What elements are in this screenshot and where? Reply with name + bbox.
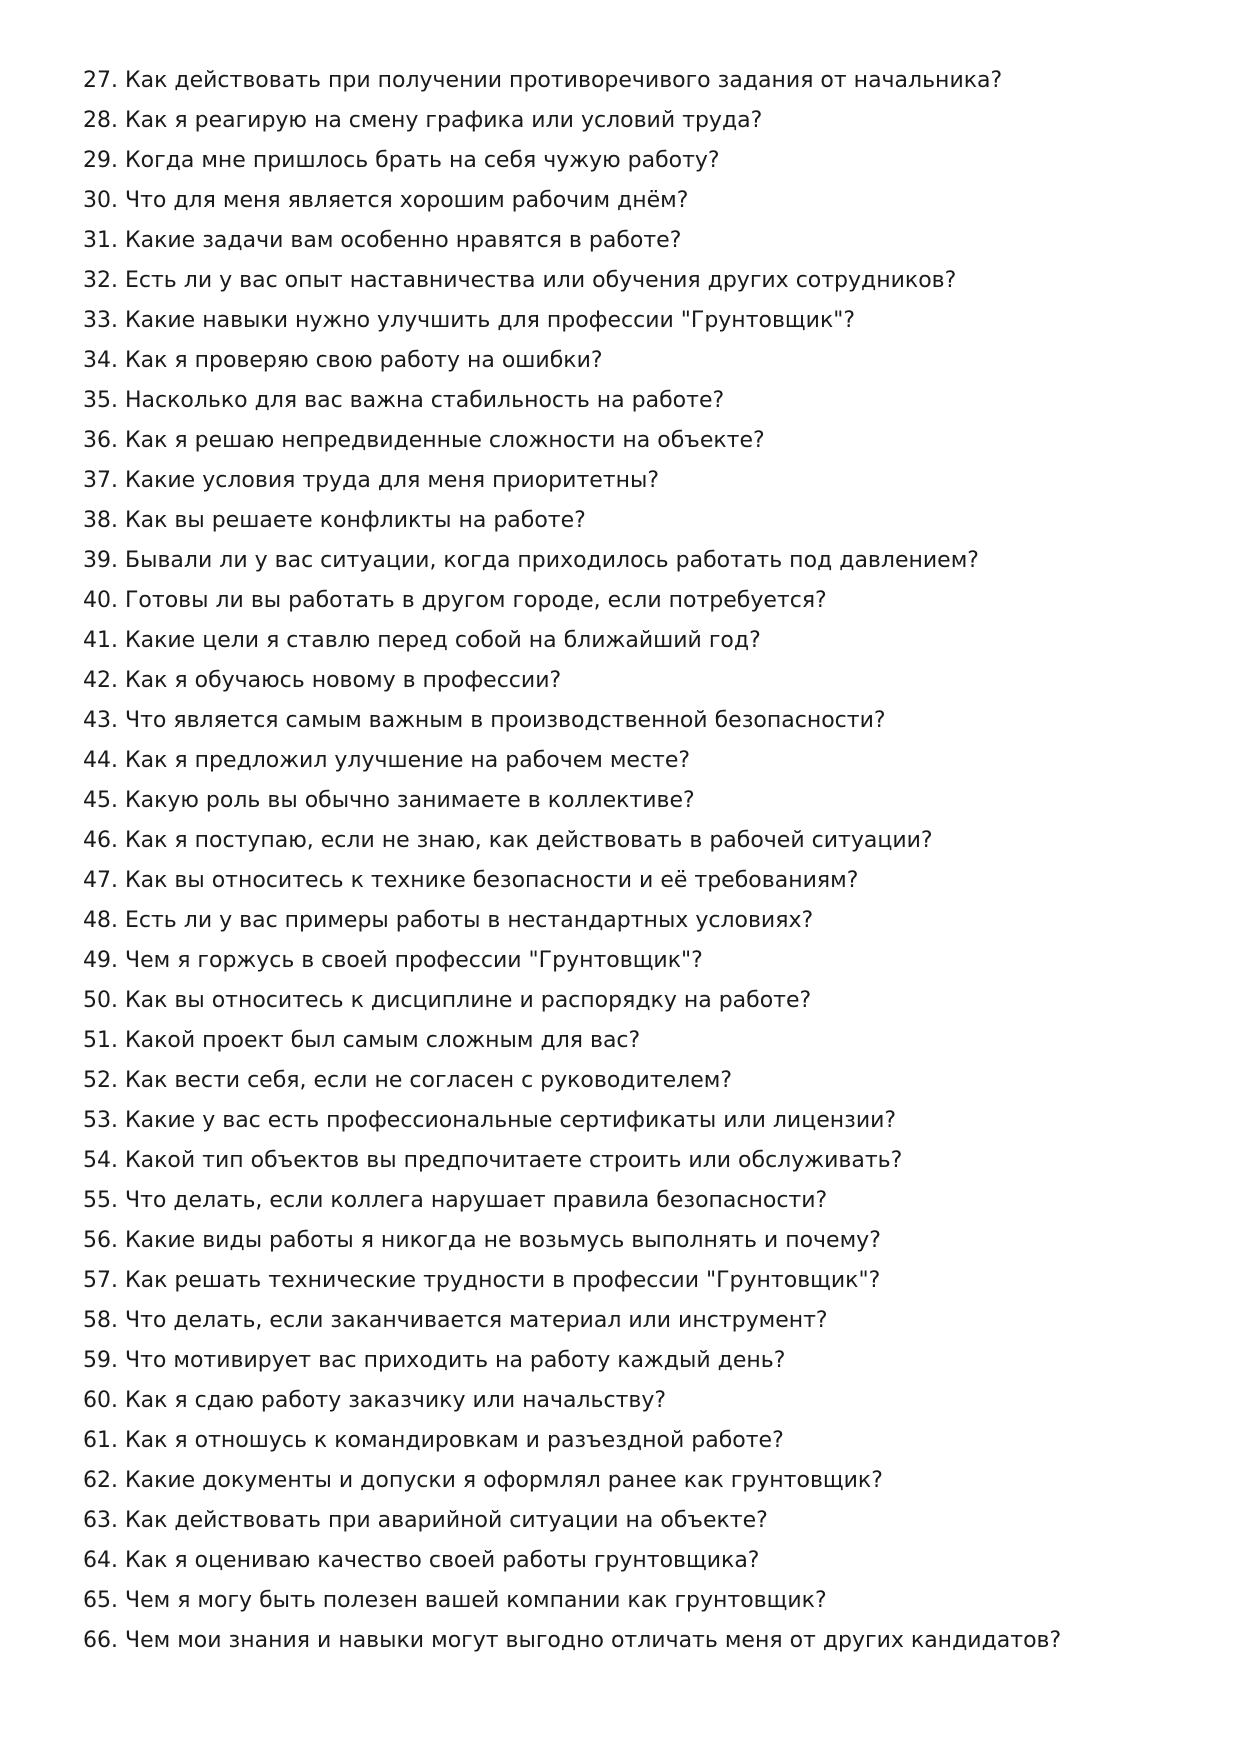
question-number: 49. <box>83 948 118 973</box>
question-text: Как действовать при получении противоречивого задания от начальника? <box>125 68 1003 93</box>
question-text: Какие виды работы я никогда не возьмусь выполнять и почему? <box>125 1228 881 1253</box>
question-number: 55. <box>83 1188 118 1213</box>
question-text: Какую роль вы обычно занимаете в коллективе? <box>125 788 695 813</box>
question-number: 33. <box>83 308 118 333</box>
question-number: 36. <box>83 428 118 453</box>
question-text: Чем я могу быть полезен вашей компании как грунтовщик? <box>125 1588 827 1613</box>
question-text: Есть ли у вас примеры работы в нестандартных условиях? <box>125 908 814 933</box>
question-text: Бывали ли у вас ситуации, когда приходилось работать под давлением? <box>125 548 979 573</box>
question-item <box>83 901 1183 941</box>
question-number: 46. <box>83 828 118 853</box>
question-text: Какие навыки нужно улучшить для профессии "Грунтовщик"? <box>125 308 856 333</box>
question-item <box>83 181 1183 221</box>
question-text: Как я реагирую на смену графика или условий труда? <box>125 108 763 133</box>
question-number: 53. <box>83 1108 118 1133</box>
question-number: 61. <box>83 1428 118 1453</box>
question-item <box>83 1541 1183 1581</box>
question-text: Как я сдаю работу заказчику или начальству? <box>125 1388 667 1413</box>
question-number: 56. <box>83 1228 118 1253</box>
question-number: 52. <box>83 1068 118 1093</box>
question-item <box>83 101 1183 141</box>
question-text: Как я решаю непредвиденные сложности на объекте? <box>125 428 765 453</box>
question-text: Что делать, если заканчивается материал или инструмент? <box>125 1308 828 1333</box>
question-item <box>83 981 1183 1021</box>
question-number: 66. <box>83 1628 118 1653</box>
question-item <box>83 1061 1183 1101</box>
question-text: Как вы относитесь к технике безопасности и её требованиям? <box>125 868 859 893</box>
question-item <box>83 1381 1183 1421</box>
question-number: 42. <box>83 668 118 693</box>
question-text: Когда мне пришлось брать на себя чужую работу? <box>125 148 720 173</box>
question-number: 41. <box>83 628 118 653</box>
question-item <box>83 1461 1183 1501</box>
question-item <box>83 261 1183 301</box>
question-number: 32. <box>83 268 118 293</box>
question-item <box>83 581 1183 621</box>
question-item <box>83 1581 1183 1621</box>
question-text: Как вести себя, если не согласен с руководителем? <box>125 1068 733 1093</box>
question-number: 48. <box>83 908 118 933</box>
question-item <box>83 1301 1183 1341</box>
question-text: Как я обучаюсь новому в профессии? <box>125 668 562 693</box>
question-item <box>83 701 1183 741</box>
question-number: 63. <box>83 1508 118 1533</box>
question-item <box>83 861 1183 901</box>
question-number: 65. <box>83 1588 118 1613</box>
question-number: 45. <box>83 788 118 813</box>
question-number: 30. <box>83 188 118 213</box>
question-item <box>83 541 1183 581</box>
question-item <box>83 1101 1183 1141</box>
question-text: Как я предложил улучшение на рабочем месте? <box>125 748 691 773</box>
question-item <box>83 341 1183 381</box>
question-list <box>83 61 1183 1661</box>
question-number: 58. <box>83 1308 118 1333</box>
question-item <box>83 61 1183 101</box>
question-text: Как я поступаю, если не знаю, как действовать в рабочей ситуации? <box>125 828 933 853</box>
question-item <box>83 661 1183 701</box>
question-item <box>83 501 1183 541</box>
question-item <box>83 1421 1183 1461</box>
question-item <box>83 1141 1183 1181</box>
question-text: Чем мои знания и навыки могут выгодно отличать меня от других кандидатов? <box>125 1628 1062 1653</box>
question-text: Какие цели я ставлю перед собой на ближайший год? <box>125 628 761 653</box>
question-item <box>83 821 1183 861</box>
question-text: Что является самым важным в производственной безопасности? <box>125 708 886 733</box>
question-text: Чем я горжусь в своей профессии "Грунтовщик"? <box>125 948 703 973</box>
question-text: Как я оцениваю качество своей работы грунтовщика? <box>125 1548 760 1573</box>
question-number: 60. <box>83 1388 118 1413</box>
question-number: 38. <box>83 508 118 533</box>
question-item <box>83 1181 1183 1221</box>
question-item <box>83 421 1183 461</box>
question-item <box>83 741 1183 781</box>
question-number: 37. <box>83 468 118 493</box>
question-number: 34. <box>83 348 118 373</box>
question-text: Как вы относитесь к дисциплине и распорядку на работе? <box>125 988 812 1013</box>
question-text: Какие документы и допуски я оформлял ранее как грунтовщик? <box>125 1468 883 1493</box>
question-number: 57. <box>83 1268 118 1293</box>
question-item <box>83 1261 1183 1301</box>
question-number: 43. <box>83 708 118 733</box>
question-text: Как решать технические трудности в профессии "Грунтовщик"? <box>125 1268 881 1293</box>
question-number: 39. <box>83 548 118 573</box>
question-item <box>83 621 1183 661</box>
question-number: 54. <box>83 1148 118 1173</box>
question-item <box>83 1221 1183 1261</box>
question-text: Как действовать при аварийной ситуации на объекте? <box>125 1508 768 1533</box>
question-item <box>83 1621 1183 1661</box>
question-text: Что для меня является хорошим рабочим днём? <box>125 188 689 213</box>
question-number: 44. <box>83 748 118 773</box>
question-text: Как я отношусь к командировкам и разъездной работе? <box>125 1428 784 1453</box>
question-item <box>83 1501 1183 1541</box>
question-number: 47. <box>83 868 118 893</box>
question-item <box>83 941 1183 981</box>
question-number: 28. <box>83 108 118 133</box>
question-text: Какие задачи вам особенно нравятся в работе? <box>125 228 682 253</box>
question-number: 62. <box>83 1468 118 1493</box>
question-item <box>83 1341 1183 1381</box>
question-text: Что мотивирует вас приходить на работу каждый день? <box>125 1348 786 1373</box>
question-number: 29. <box>83 148 118 173</box>
question-text: Как вы решаете конфликты на работе? <box>125 508 586 533</box>
question-number: 35. <box>83 388 118 413</box>
question-number: 59. <box>83 1348 118 1373</box>
question-text: Какие у вас есть профессиональные сертификаты или лицензии? <box>125 1108 897 1133</box>
question-item <box>83 141 1183 181</box>
question-number: 51. <box>83 1028 118 1053</box>
question-text: Как я проверяю свою работу на ошибки? <box>125 348 603 373</box>
question-text: Какой тип объектов вы предпочитаете строить или обслуживать? <box>125 1148 903 1173</box>
question-item <box>83 301 1183 341</box>
question-number: 40. <box>83 588 118 613</box>
question-number: 31. <box>83 228 118 253</box>
question-item <box>83 221 1183 261</box>
question-number: 27. <box>83 68 118 93</box>
question-text: Какие условия труда для меня приоритетны? <box>125 468 660 493</box>
question-number: 50. <box>83 988 118 1013</box>
question-text: Готовы ли вы работать в другом городе, если потребуется? <box>125 588 827 613</box>
question-text: Что делать, если коллега нарушает правила безопасности? <box>125 1188 828 1213</box>
question-item <box>83 1021 1183 1061</box>
question-text: Есть ли у вас опыт наставничества или обучения других сотрудников? <box>125 268 957 293</box>
question-item <box>83 461 1183 501</box>
question-number: 64. <box>83 1548 118 1573</box>
question-item <box>83 781 1183 821</box>
question-text: Насколько для вас важна стабильность на работе? <box>125 388 725 413</box>
question-text: Какой проект был самым сложным для вас? <box>125 1028 641 1053</box>
question-item <box>83 381 1183 421</box>
